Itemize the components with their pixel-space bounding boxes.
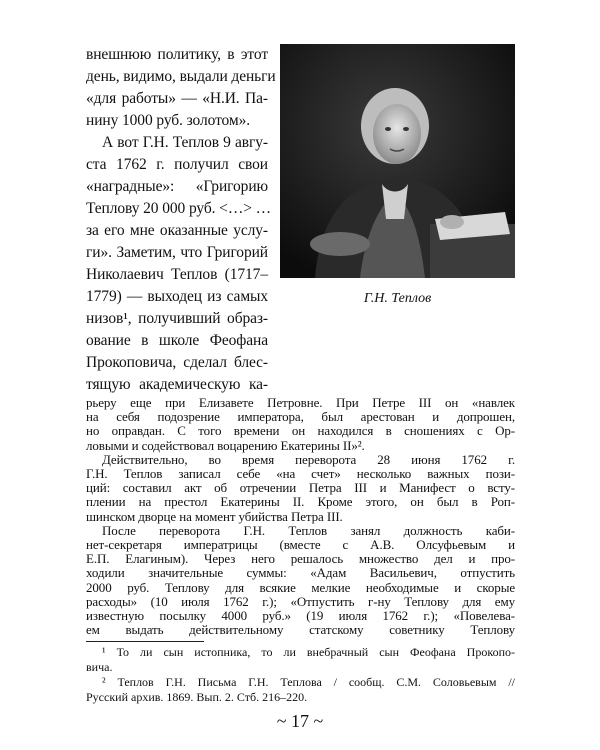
footnote-divider [86,641,204,642]
portrait-illustration [280,44,515,278]
footnote-line: ¹ То ли сын истопника, то ли внебрачный сын Феофана Прокопо- [102,645,515,660]
text-line: Е.П. Елагиным). Через него решалось множество дел и про- [86,551,515,567]
text-line: ование в школе Феофана [86,332,268,349]
text-line: ста 1762 г. получил свои [86,156,268,173]
text-line: После переворота Г.Н. Теплов занял должность каби- [102,522,515,538]
page-number: ~ 17 ~ [276,711,324,732]
text-line: но оправдан. С того времени он находился в сношениях с Ор- [86,423,515,439]
text-line: за его мне оказанные услу- [86,222,268,239]
figure-caption: Г.Н. Теплов [363,291,432,306]
text-line: расходы» (10 июля 1762 г.); «Отпустить г-ну Теплову для ему [86,593,515,609]
text-line: Действительно, во время переворота 28 июня 1762 г. [102,451,515,467]
text-line: шинском дворце на момент убийства Петра III. [86,508,343,524]
text-line: тящую академическую ка- [86,376,268,393]
footnote-line: ² Теплов Г.Н. Письма Г.Н. Теплова / сообщ. С.М. Соловьевым // [102,675,515,690]
text-line: ций: составил акт об отречении Петра III и Манифест о всту- [86,480,515,496]
text-line: ги». Заметим, что Григорий [86,244,268,261]
text-line: А вот Г.Н. Теплов 9 авгу- [102,134,268,151]
footnote-line: вича. [86,660,113,675]
text-line: нину 1000 руб. золотом». [86,112,251,129]
text-line: известную посылку 4000 руб.» (19 июля 1762 г.); «Повелева- [86,608,515,623]
text-line: день, видимо, выдали деньги [86,68,276,85]
text-line: 2000 руб. Теплову для всякие мелкие необходимые и скорые [86,579,515,595]
text-line: рьеру еще при Елизавете Петровне. При Петре III он «навлек [86,395,515,410]
text-line: ходили значительные суммы: «Адам Васильевич, отпустить [86,565,515,581]
text-line: 1779) — выходец из самых [86,288,268,305]
text-line: внешнюю политику, в этот [86,46,268,63]
footnote-line: Русский архив. 1869. Вып. 2. Стб. 216–220. [86,690,308,705]
text-line: Г.Н. Теплов записал себе «на счет» несколько важных пози- [86,466,515,481]
text-line: ем выдать действительному статскому советнику Теплову [86,622,515,638]
text-line: Прокоповича, сделал блес- [86,354,268,371]
text-line: «для работы» — «Н.И. Па- [86,90,268,107]
text-line: Теплову 20 000 руб. <…> … [86,200,272,217]
text-line: плении на престол Екатерины II. Кроме этого, он был в Роп- [86,494,515,510]
portrait-image [280,44,515,278]
text-line: нет-секретаря императрицы (вместе с А.В. Олсуфьевым и [86,537,515,552]
text-line: низов¹, получивший образ- [86,310,268,327]
text-line: ловыми и содействовал воцарению Екатерины II»². [86,437,365,453]
text-line: на себя подозрение императора, был арестован и допрошен, [86,409,515,425]
text-line: Николаевич Теплов (1717– [86,266,268,283]
text-line: «наградные»: «Григорию [86,178,268,195]
